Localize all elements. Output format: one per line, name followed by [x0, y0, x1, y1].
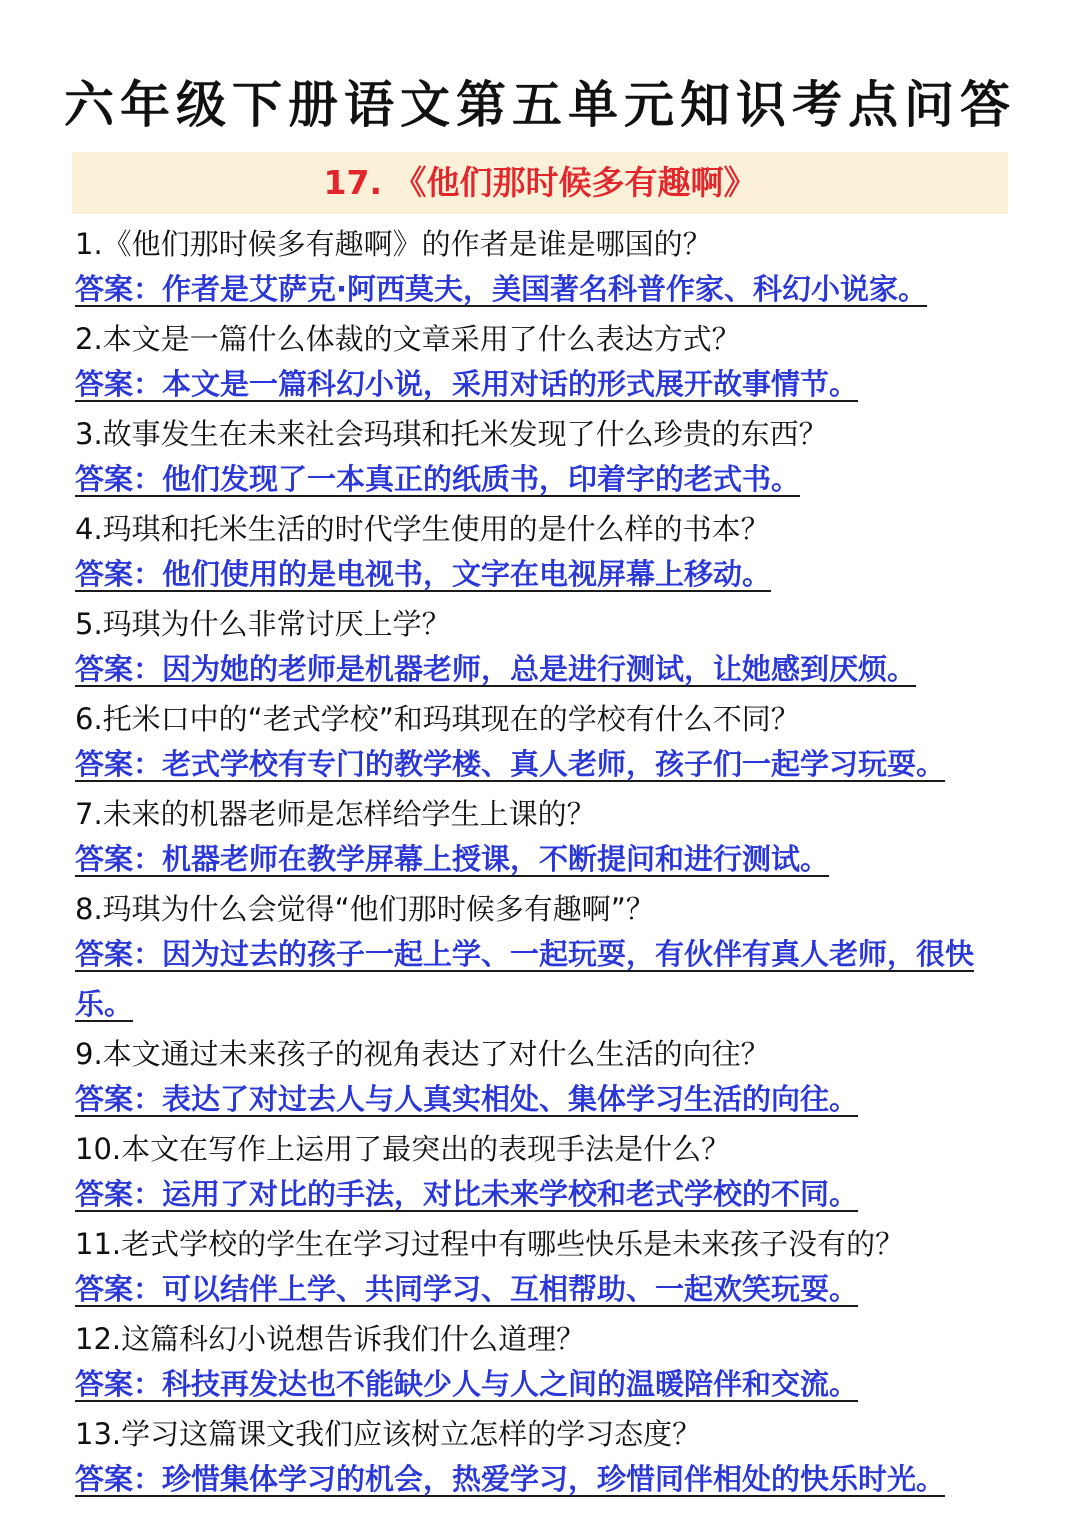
- answer-text: 答案：他们发现了一本真正的纸质书，印着字的老式书。: [75, 462, 801, 496]
- section-header-band: [72, 152, 1008, 214]
- question-text: 4.玛琪和托米生活的时代学生使用的是什么样的书本？: [75, 512, 770, 546]
- question-text: 12.这篇科幻小说想告诉我们什么道理？: [75, 1322, 586, 1356]
- answer-text: 答案：作者是艾萨克·阿西莫夫，美国著名科普作家、科幻小说家。: [75, 272, 928, 306]
- question-text: 1.《他们那时候多有趣啊》的作者是谁是哪国的？: [75, 227, 712, 261]
- answer-text: 答案：因为过去的孩子一起上学、一起玩耍，有伙伴有真人老师，很快乐。: [75, 937, 975, 1021]
- qa-item: [75, 507, 1015, 602]
- qa-item: [75, 602, 1015, 697]
- question-text: 3.故事发生在未来社会玛琪和托米发现了什么珍贵的东西？: [75, 417, 828, 451]
- qa-item: [75, 792, 1015, 887]
- answer-text: 答案：因为她的老师是机器老师，总是进行测试，让她感到厌烦。: [75, 652, 917, 686]
- question-text: 7.未来的机器老师是怎样给学生上课的？: [75, 797, 596, 831]
- answer-text: 答案：老式学校有专门的教学楼、真人老师，孩子们一起学习玩耍。: [75, 747, 946, 781]
- question-text: 11.老式学校的学生在学习过程中有哪些快乐是未来孩子没有的？: [75, 1227, 905, 1261]
- answer-text: 答案：他们使用的是电视书，文字在电视屏幕上移动。: [75, 557, 772, 591]
- answer-text: 答案：珍惜集体学习的机会，热爱学习，珍惜同伴相处的快乐时光。: [75, 1462, 946, 1496]
- answer-text: 答案：科技再发达也不能缺少人与人之间的温暖陪伴和交流。: [75, 1367, 859, 1401]
- answer-text: 答案：机器老师在教学屏幕上授课，不断提问和进行测试。: [75, 842, 830, 876]
- question-text: 13.学习这篇课文我们应该树立怎样的学习态度？: [75, 1417, 702, 1451]
- qa-item: [75, 887, 1015, 1032]
- qa-item: [75, 1032, 1015, 1127]
- answer-text: 答案：可以结伴上学、共同学习、互相帮助、一起欢笑玩耍。: [75, 1272, 859, 1306]
- page-title: 六年级下册语文第五单元知识考点问答: [64, 76, 1016, 134]
- qa-item: [75, 1317, 1015, 1412]
- question-text: 10.本文在写作上运用了最突出的表现手法是什么？: [75, 1132, 731, 1166]
- section-title: 17. 《他们那时候多有趣啊》: [323, 163, 757, 202]
- question-text: 9.本文通过未来孩子的视角表达了对什么生活的向往？: [75, 1037, 770, 1071]
- answer-text: 答案：表达了对过去人与人真实相处、集体学习生活的向往。: [75, 1082, 859, 1116]
- qa-item: [75, 317, 1015, 412]
- question-text: 8.玛琪为什么会觉得“他们那时候多有趣啊”？: [75, 892, 655, 926]
- qa-item: [75, 1412, 1015, 1507]
- qa-item: [75, 1222, 1015, 1317]
- answer-text: 答案：本文是一篇科幻小说，采用对话的形式展开故事情节。: [75, 367, 859, 401]
- qa-item: [75, 697, 1015, 792]
- qa-item: [75, 222, 1015, 317]
- qa-item: [75, 412, 1015, 507]
- question-text: 6.托米口中的“老式学校”和玛琪现在的学校有什么不同？: [75, 702, 800, 736]
- qa-list: [75, 222, 1015, 1507]
- question-text: 5.玛琪为什么非常讨厌上学？: [75, 607, 451, 641]
- answer-text: 答案：运用了对比的手法，对比未来学校和老式学校的不同。: [75, 1177, 859, 1211]
- question-text: 2.本文是一篇什么体裁的文章采用了什么表达方式？: [75, 322, 741, 356]
- qa-item: [75, 1127, 1015, 1222]
